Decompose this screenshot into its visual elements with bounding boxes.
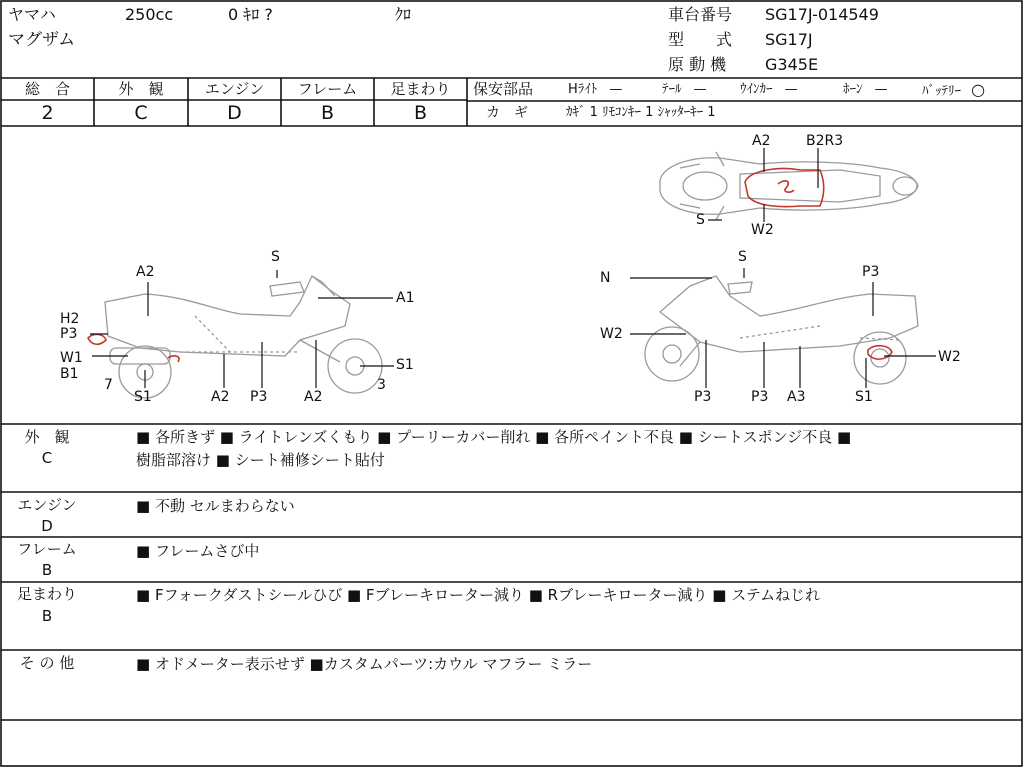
diagram-label: W2 xyxy=(600,326,623,342)
engine-label: 原 動 機 xyxy=(668,55,727,74)
safety-item-name: ﾎｰﾝ xyxy=(843,82,863,97)
grade-label: 外 観 xyxy=(118,80,164,98)
notes-label: エンジン xyxy=(17,496,77,514)
notes-grade: C xyxy=(41,449,53,467)
notes-label: そ の 他 xyxy=(19,654,75,672)
grade-label: フレーム xyxy=(297,80,358,98)
safety-item-status: — xyxy=(874,82,888,97)
diagram-label: A3 xyxy=(787,389,806,405)
safety-item-horn xyxy=(843,81,888,98)
diagram-label: P3 xyxy=(694,389,712,405)
safety-item-name: ﾃｰﾙ xyxy=(662,82,682,97)
grade-value: B xyxy=(413,102,428,124)
diagram-label: S1 xyxy=(855,389,873,405)
notes-label: フレーム xyxy=(17,540,77,558)
diagram-label: 7 xyxy=(104,377,113,393)
scooter-left-view xyxy=(105,276,382,398)
diagram-label: P3 xyxy=(60,326,78,342)
grade-value: C xyxy=(134,102,148,124)
notes-text: ■ フレームさび中 xyxy=(136,542,260,560)
diagram-label: A2 xyxy=(304,389,323,405)
notes-text: ■ Fフォークダストシールひび ■ Fブレーキローター減り ■ Rブレーキローター減り ■ ステムねじれ xyxy=(136,586,821,604)
scooter-top-view xyxy=(660,152,918,220)
grade-value: 2 xyxy=(41,102,54,124)
safety-item-headlight xyxy=(568,81,622,98)
diagram-label: S xyxy=(696,212,705,228)
engine-value: G345E xyxy=(765,55,819,74)
safety-item-name: Hﾗｲﾄ xyxy=(568,82,598,97)
displacement: 250cc xyxy=(125,5,174,24)
grade-label: 足まわり xyxy=(390,80,451,98)
diagram-label: S1 xyxy=(134,389,152,405)
key-text: ｶｷﾞ 1 ﾘﾓｺﾝｷｰ 1 ｼｬｯﾀｰｷｰ 1 xyxy=(566,105,716,120)
type-label: 型 式 xyxy=(668,30,733,49)
diagram-label: A2 xyxy=(211,389,230,405)
scooter-right-view xyxy=(645,276,918,384)
diagram-label: A2 xyxy=(136,264,155,280)
mileage: 0 ｷﾛ ? xyxy=(228,5,273,24)
diagram-label: 3 xyxy=(377,377,386,393)
diagram-label: B1 xyxy=(60,366,79,382)
diagram-label: S xyxy=(271,249,280,265)
diagram-label: W2 xyxy=(938,349,961,365)
safety-item-status: — xyxy=(609,82,623,97)
safety-item-status: — xyxy=(693,82,707,97)
notes-text: ■ 不動 セルまわらない xyxy=(136,497,295,515)
diagram-label: W1 xyxy=(60,350,83,366)
notes-text: 樹脂部溶け ■ シート補修シート貼付 xyxy=(136,451,385,469)
notes-grade: D xyxy=(41,517,53,535)
maker: ヤマハ xyxy=(8,5,56,24)
grade-label: 総 合 xyxy=(24,80,70,98)
diagram-label: N xyxy=(600,270,611,286)
diagram-label: P3 xyxy=(862,264,880,280)
safety-item-winker xyxy=(740,81,798,98)
notes-grade: B xyxy=(41,607,53,625)
grade-value: D xyxy=(227,102,242,124)
diagram-label: S1 xyxy=(396,357,414,373)
diagram-label: H2 xyxy=(60,311,80,327)
notes-grade: B xyxy=(41,561,53,579)
safety-item-status: — xyxy=(784,82,798,97)
diagram-label: A1 xyxy=(396,290,415,306)
grade-label: エンジン xyxy=(204,80,265,98)
right-view-damage xyxy=(868,346,892,359)
model-name: マグザム xyxy=(8,30,76,50)
grade-value: B xyxy=(320,102,335,124)
type-value: SG17J xyxy=(765,30,813,49)
safety-title: 保安部品 xyxy=(473,80,534,98)
safety-item-taillight xyxy=(662,81,707,98)
notes-text: ■ オドメーター表示せず ■カスタムパーツ:カウル マフラー ミラー xyxy=(136,655,593,673)
key-label: カ ギ xyxy=(486,105,528,121)
diagram-label: P3 xyxy=(751,389,769,405)
frame-no: SG17J-014549 xyxy=(765,5,879,24)
notes-text: ■ 各所きず ■ ライトレンズくもり ■ プーリーカバー削れ ■ 各所ペイント不良 ■ シートスポンジ不良 ■ xyxy=(136,428,852,446)
diagram-label: P3 xyxy=(250,389,268,405)
diagram-label: A2 xyxy=(752,133,771,149)
notes-label: 外 観 xyxy=(24,428,70,446)
safety-item-name: ﾊﾞｯﾃﾘｰ xyxy=(922,84,961,99)
diagram-label: W2 xyxy=(751,222,774,238)
safety-item-battery xyxy=(922,81,985,100)
diagram-label: S xyxy=(738,249,747,265)
frame-no-label: 車台番号 xyxy=(668,5,733,24)
notes-label: 足まわり xyxy=(16,585,77,603)
safety-item-name: ｳｲﾝｶｰ xyxy=(740,82,773,97)
safety-item-status: ○ xyxy=(971,80,986,99)
diagram-label: B2R3 xyxy=(806,133,844,149)
color: ｸﾛ xyxy=(395,5,412,24)
